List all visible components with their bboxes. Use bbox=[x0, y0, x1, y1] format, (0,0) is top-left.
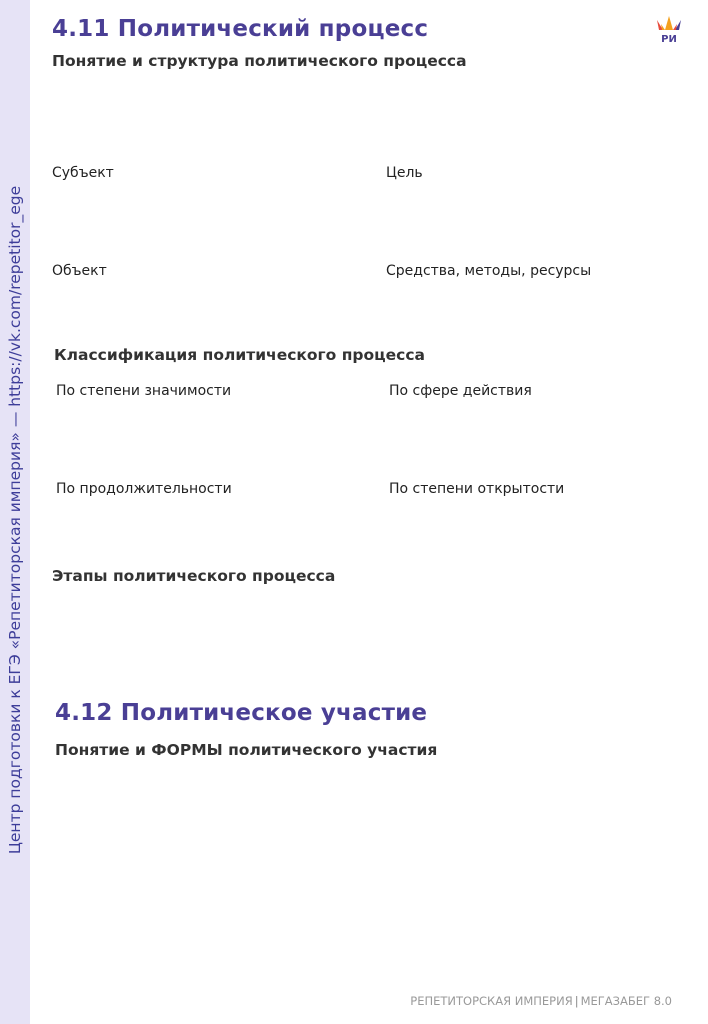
label-goal: Цель bbox=[386, 165, 423, 181]
footer-separator: | bbox=[574, 994, 579, 1008]
logo bbox=[655, 16, 683, 46]
subtitle-concept-structure: Понятие и структура политического процесса bbox=[52, 52, 467, 70]
label-by-duration: По продолжительности bbox=[56, 481, 232, 497]
footer-left: РЕПЕТИТОРСКАЯ ИМПЕРИЯ bbox=[410, 994, 573, 1008]
left-sidebar bbox=[0, 0, 30, 1024]
footer-right: МЕГАЗАБЕГ 8.0 bbox=[580, 994, 672, 1008]
heading-stages: Этапы политического процесса bbox=[52, 567, 336, 585]
label-by-significance: По степени значимости bbox=[56, 383, 232, 399]
section-title-political-process: 4.11 Политический процесс bbox=[52, 16, 429, 42]
label-object: Объект bbox=[52, 263, 107, 279]
label-means: Средства, методы, ресурсы bbox=[386, 263, 592, 279]
sidebar-caption: Центр подготовки к ЕГЭ «Репетиторская империя» — https://vk.com/repetitor_ege bbox=[6, 185, 24, 855]
section-title-political-participation: 4.12 Политическое участие bbox=[55, 700, 428, 726]
label-by-openness: По степени открытости bbox=[389, 481, 565, 497]
crown-icon bbox=[655, 16, 683, 46]
label-subject: Субъект bbox=[52, 165, 114, 181]
logo-text: РИ bbox=[661, 34, 677, 45]
heading-classification: Классификация политического процесса bbox=[54, 346, 425, 364]
subtitle-concept-forms: Понятие и ФОРМЫ политического участия bbox=[55, 741, 438, 759]
footer bbox=[410, 994, 672, 1008]
label-by-sphere: По сфере действия bbox=[389, 383, 532, 399]
